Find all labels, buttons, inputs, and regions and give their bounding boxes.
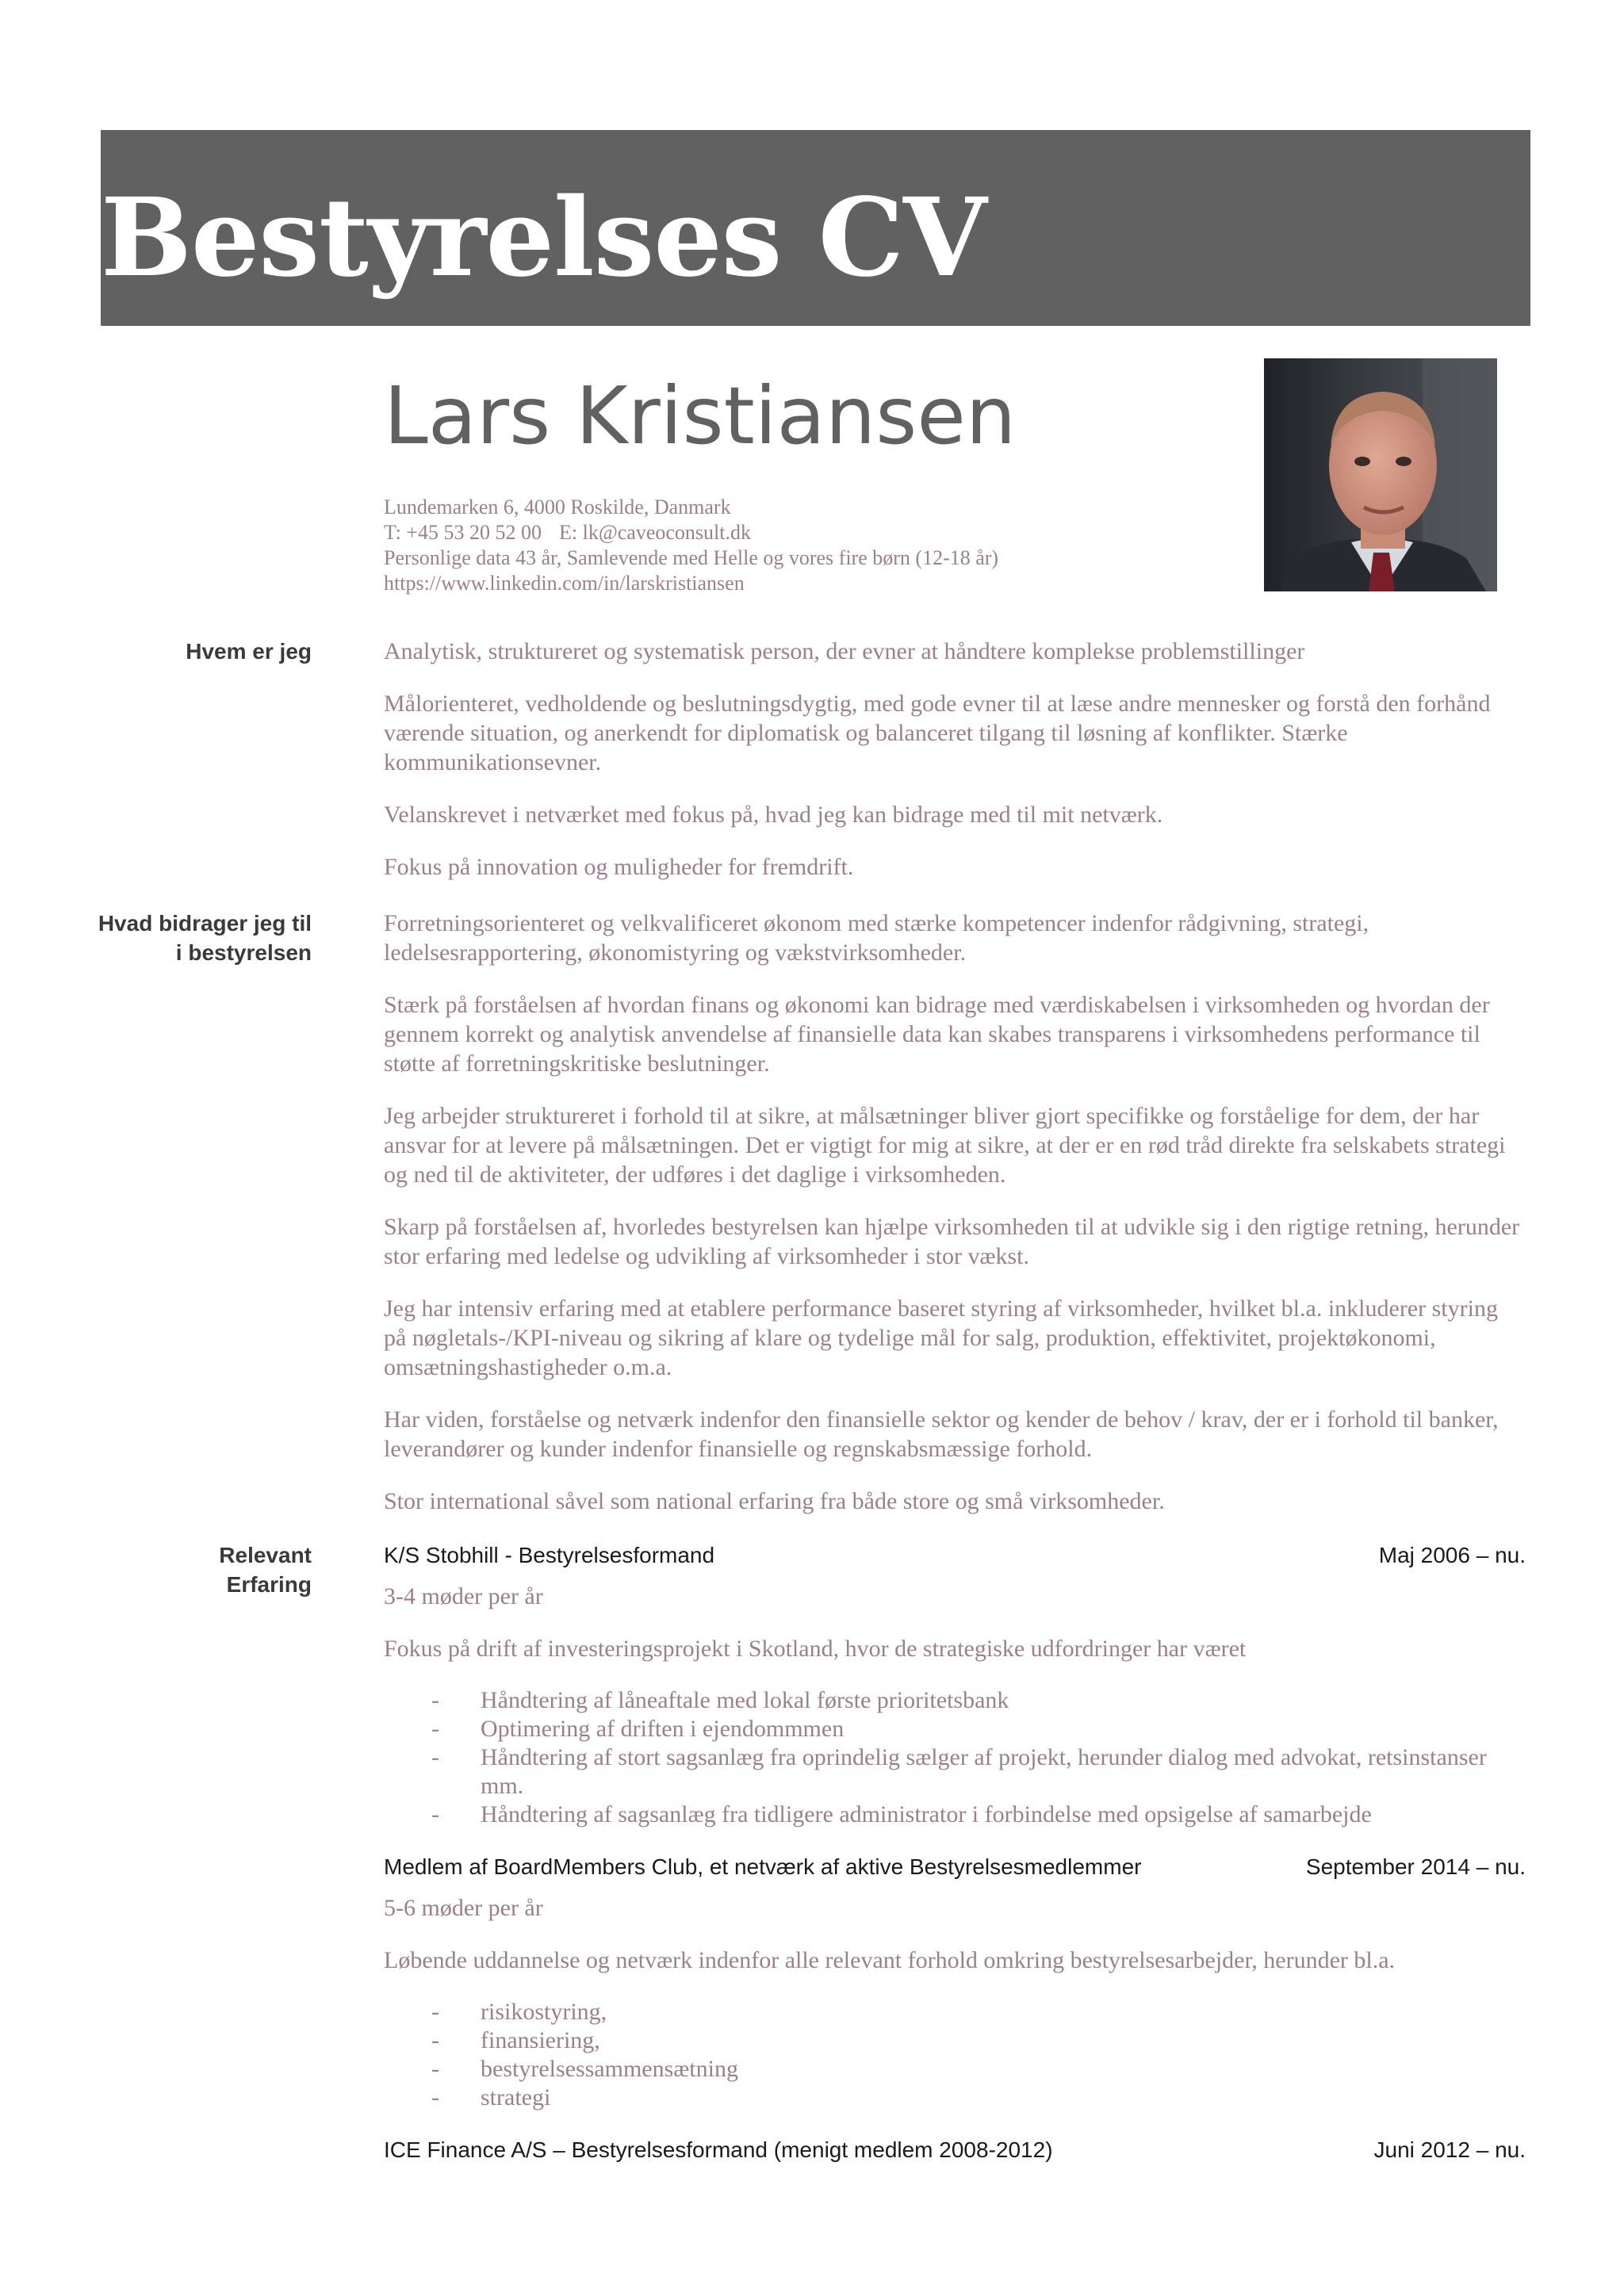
entry-meetings: 5-6 møder per år — [384, 1895, 543, 1921]
paragraph: Analytisk, struktureret og systematisk person, der evner at håndtere komplekse problemstillinger — [384, 638, 1305, 664]
personal-data: Personlige data 43 år, Samlevende med Helle og vores fire børn (12-18 år) — [384, 546, 999, 569]
list-item: - strategi — [431, 2084, 551, 2110]
list-item: - finansiering, — [431, 2027, 600, 2053]
dash-marker: - — [431, 2027, 439, 2053]
list-item: - risikostyring, — [431, 1999, 607, 2025]
page-title: Bestyrelses CV — [101, 174, 986, 301]
entry-intro: Fokus på drift af investeringsprojekt i Skotland, hvor de strategiske udfordringer har været — [384, 1636, 1247, 1662]
entry-meetings: 3-4 møder per år — [384, 1583, 543, 1609]
paragraph: Jeg arbejder struktureret i forhold til at sikre, at målsætninger bliver gjort specifikke og forståelige for dem, der har ansvar for at levere på målsætningen. Det er vigtigt for mig at sikre, at der er en rød tråd direkte fra selskabets strategi og ned til de aktiviteter, der udføres i det daglige i virksomheden. — [384, 1103, 1506, 1188]
entry-period: September 2014 – nu. — [1305, 1854, 1526, 1879]
entry-intro: Løbende uddannelse og netværk indenfor alle relevant forhold omkring bestyrelsesarbejder, herunder bl.a. — [384, 1947, 1396, 1973]
dash-marker: - — [431, 1801, 439, 1827]
experience-entry — [384, 2135, 1526, 2164]
paragraph: Har viden, forståelse og netværk indenfor den finansielle sektor og kender de behov / krav, der er i forhold til banker, leverandører og kunder indenfor finansielle og regnskabsmæssige forhold. — [384, 1406, 1499, 1462]
phone: T: +45 53 20 52 00 — [384, 521, 542, 544]
entry-title: ICE Finance A/S – Bestyrelsesformand (menigt medlem 2008-2012) — [384, 2137, 1053, 2162]
dash-marker: - — [431, 2084, 439, 2110]
paragraph: Stor international såvel som national erfaring fra både store og små virksomheder. — [384, 1488, 1165, 1514]
paragraph: Fokus på innovation og muligheder for fremdrift. — [384, 854, 854, 880]
profile-photo — [1264, 358, 1497, 591]
dash-marker: - — [431, 1744, 439, 1770]
entry-title: Medlem af BoardMembers Club, et netværk af aktive Bestyrelsesmedlemmer — [384, 1854, 1142, 1879]
list-item: - Håndtering af låneaftale med lokal første prioritetsbank — [431, 1687, 1009, 1713]
dash-marker: - — [431, 1716, 439, 1742]
experience-entry — [384, 1852, 1526, 2112]
section-label-who: Hvem er jeg — [186, 639, 312, 664]
label-line: i bestyrelsen — [175, 940, 312, 965]
section-content-contribute — [384, 909, 1526, 1539]
dash-marker: - — [431, 2056, 439, 2082]
list-item: - Optimering af driften i ejendommmen — [431, 1716, 845, 1742]
entry-period: Maj 2006 – nu. — [1378, 1543, 1526, 1567]
section-content-who — [384, 637, 1526, 905]
bullet-list — [384, 1998, 1526, 2112]
bullet-list — [384, 1686, 1526, 1829]
contact-block — [384, 495, 1216, 596]
paragraph: Stærk på forståelsen af hvordan finans og økonomi kan bidrage med værdiskabelsen i virksomheden og hvordan der gennem korrekt og analytisk anvendelse af finansielle data kan skabes transparens i virksomhedens performance til støtte af forretningskritiske beslutninger. — [384, 992, 1490, 1077]
paragraph: Velanskrevet i netværket med fokus på, hvad jeg kan bidrage med til mit netværk. — [384, 802, 1163, 828]
paragraph: Forretningsorienteret og velkvalificeret økonom med stærke kompetencer indenfor rådgivning, strategi, ledelsesrapportering, økonomistyring og vækstvirksomheder. — [384, 910, 1369, 966]
paragraph: Skarp på forståelsen af, hvorledes bestyrelsen kan hjælpe virksomheden til at udvikle sig i den rigtige retning, herunder stor erfaring med ledelse og udvikling af virksomheder i stor vækst. — [384, 1214, 1520, 1269]
label-line: Relevant — [219, 1543, 312, 1567]
entry-title: K/S Stobhill - Bestyrelsesformand — [384, 1543, 715, 1567]
label-line: Hvad bidrager jeg til — [98, 911, 312, 936]
dash-marker: - — [431, 1999, 439, 2025]
linkedin-link[interactable]: https://www.linkedin.com/in/larskristiansen — [384, 572, 745, 595]
entry-period: Juni 2012 – nu. — [1373, 2137, 1526, 2162]
section-label-experience — [58, 1540, 312, 1599]
entry-header — [384, 2135, 1526, 2164]
dash-marker: - — [431, 1687, 439, 1713]
paragraph: Målorienteret, vedholdende og beslutningsdygtig, med gode evner til at læse andre mennesker og forstå den forhånd værende situation, og anerkendt for diplomatisk og balanceret tilgang til løsning af konflikter. Stærke kommunikationsevner. — [384, 691, 1491, 775]
list-item: - bestyrelsessammensætning — [431, 2056, 738, 2082]
label-line: Erfaring — [226, 1572, 312, 1597]
list-item: - Håndtering af sagsanlæg fra tidligere administrator i forbindelse med opsigelse af samarbejde — [431, 1801, 1372, 1827]
experience-entry — [384, 1540, 1526, 1829]
list-item: - Håndtering af stort sagsanlæg fra oprindelig sælger af projekt, herunder dialog med advokat, retsinstanser mm. — [431, 1744, 1487, 1799]
email-link[interactable]: E: lk@caveoconsult.dk — [558, 521, 751, 544]
phone-email-line — [384, 520, 1216, 545]
section-label-contribute — [58, 909, 312, 967]
paragraph: Jeg har intensiv erfaring med at etablere performance baseret styring af virksomheder, hvilket bl.a. inkluderer styring på nøgletals-/KPI-niveau og sikring af klare og tydelige mål for salg, produktion, effektivitet, projektøkonomi, omsætningshastigheder o.m.a. — [384, 1295, 1498, 1380]
person-name: Lars Kristiansen — [384, 369, 1017, 462]
entry-header — [384, 1540, 1526, 1570]
address: Lundemarken 6, 4000 Roskilde, Danmark — [384, 496, 731, 519]
entry-header — [384, 1852, 1526, 1881]
section-content-experience — [384, 1540, 1526, 2176]
